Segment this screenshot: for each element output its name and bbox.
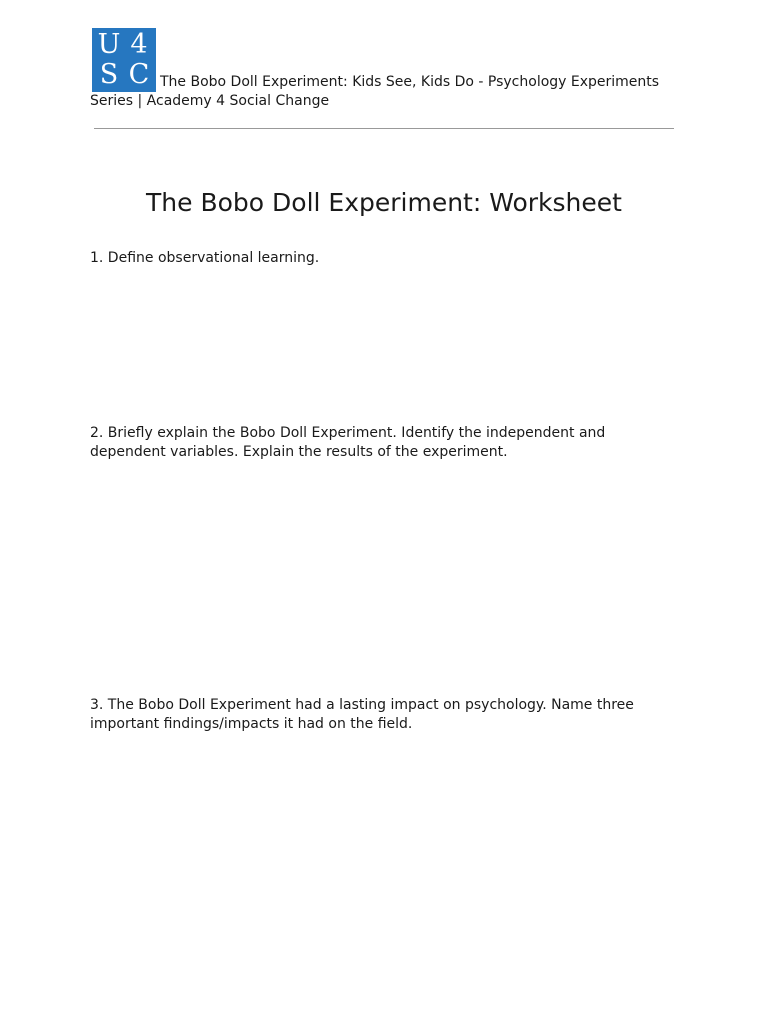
logo-letter: C [128, 59, 150, 90]
header-divider [94, 128, 674, 129]
u4sc-logo [92, 28, 156, 92]
question-1: 1. Define observational learning. [90, 250, 320, 266]
question-3: 3. The Bobo Doll Experiment had a lasting impact on psychology. Name three important findings/impacts it had on the field. [90, 697, 634, 732]
question-2: 2. Briefly explain the Bobo Doll Experiment. Identify the independent and dependent variables. Explain the results of the experiment. [90, 425, 606, 460]
document-header [90, 28, 680, 111]
header-title: The Bobo Doll Experiment: Kids See, Kids Do - Psychology Experiments Series | Academy 4 Social Change [90, 74, 660, 109]
logo-letter: U [97, 29, 121, 60]
logo-letter: 4 [130, 29, 148, 60]
logo-letter: S [99, 59, 119, 90]
worksheet-title: The Bobo Doll Experiment: Worksheet [146, 188, 622, 217]
